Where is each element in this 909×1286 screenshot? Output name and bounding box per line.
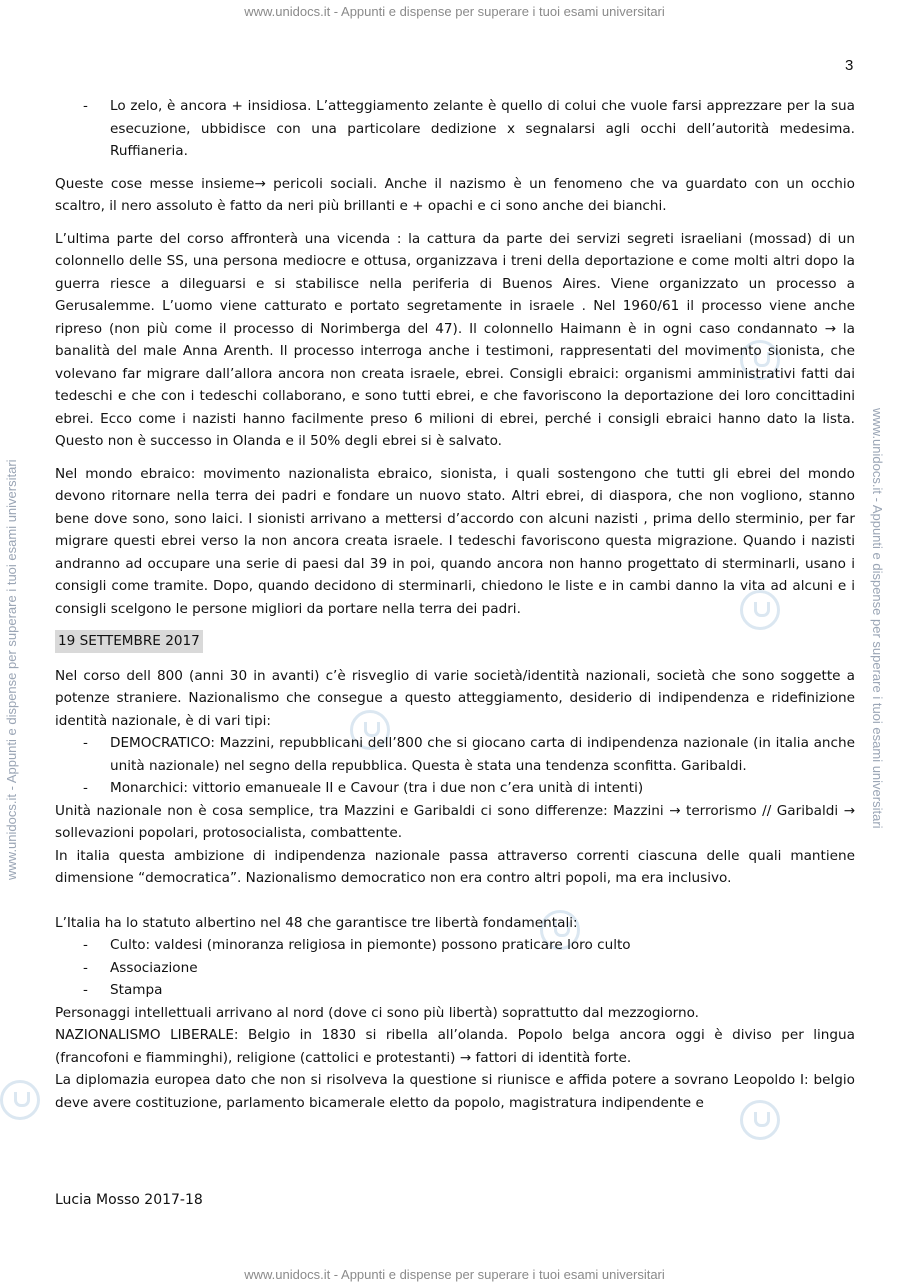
paragraph: Queste cose messe insieme→ pericoli sociali. Anche il nazismo è un fenomeno che va guardato con un occhio scaltro, il nero assoluto è fatto da neri più brillanti e + opachi e ci sono anche dei bianchi. (55, 175, 855, 214)
date-heading: 19 SETTEMBRE 2017 (55, 630, 203, 653)
paragraph: Nel corso dell 800 (anni 30 in avanti) c’è risveglio di varie società/identità nazionali, società che sono soggette a potenze straniere. Nazionalismo che consegue a questo atteggiamento, desiderio di indipendenza e ridefinizione identità nazionale, è di vari tipi: (55, 667, 855, 729)
list-item: - Monarchici: vittorio emanueale II e Cavour (tra i due non c’era unità di intenti) (110, 777, 855, 800)
bullet-list-nazionalismo (55, 732, 855, 800)
page-number: 3 (845, 57, 854, 74)
watermark-top: www.unidocs.it - Appunti e dispense per superare i tuoi esami universitari (244, 4, 665, 19)
watermark-bottom: www.unidocs.it - Appunti e dispense per superare i tuoi esami universitari (244, 1267, 665, 1282)
bullet-list-zelo (55, 95, 855, 163)
paragraph: NAZIONALISMO LIBERALE: Belgio in 1830 si ribella all’olanda. Popolo belga ancora oggi è diviso per lingua (francofoni e fiamminghi), religione (cattolici e protestanti) → fattori di identità forte. (55, 1027, 855, 1066)
bullet-list-liberta (55, 934, 855, 1002)
paragraph: L’Italia ha lo statuto albertino nel 48 che garantisce tre libertà fondamentali: (55, 914, 578, 931)
list-item: - Culto: valdesi (minoranza religiosa in piemonte) possono praticare loro culto (110, 934, 855, 957)
watermark-left: www.unidocs.it - Appunti e dispense per superare i tuoi esami universitari (4, 459, 19, 880)
list-item: - Associazione (110, 957, 855, 980)
watermark-right: www.unidocs.it - Appunti e dispense per superare i tuoi esami universitari (870, 408, 885, 829)
paragraph: Nel mondo ebraico: movimento nazionalista ebraico, sionista, i quali sostengono che tutti gli ebrei del mondo devono ritornare nella terra dei padri e fondare un nuovo stato. Altri ebrei, di diaspora, che non vogliono, stanno bene dove sono, sono laici. I sionisti arrivano a mettersi d’accordo con alcuni nazisti , prima dello sterminio, per far migrare questi ebrei verso la non ancora creata israele. I tedeschi favoriscono questa migrazione. Quando i nazisti andranno ad occupare una serie di paesi dal 39 in poi, quando ancora non hanno progettato di sterminarli, usano i consigli come tramite. Dopo, quando decidono di sterminarli, chiedono le liste e in cambi danno la vita ad alcuni e i consigli scelgono le persone migliori da portare nella terra dei padri. (55, 465, 855, 617)
footer-author: Lucia Mosso 2017-18 (55, 1192, 203, 1208)
list-item: - Lo zelo, è ancora + insidiosa. L’atteggiamento zelante è quello di colui che vuole farsi apprezzare per la sua esecuzione, ubbidisce con una particolare dedizione x segnalarsi agli occhi dell’autorità medesima. Ruffianeria. (110, 95, 855, 163)
paragraph: In italia questa ambizione di indipendenza nazionale passa attraverso correnti ciascuna delle quali mantiene dimensione “democratica”. Nazionalismo democratico non era contro altri popoli, ma era inclusivo. (55, 847, 855, 886)
list-item: - DEMOCRATICO: Mazzini, repubblicani dell’800 che si giocano carta di indipendenza nazionale (in italia anche unità nazionale) nel segno della repubblica. Questa è stata una tendenza sconfitta. Garibaldi. (110, 732, 855, 777)
document-body (55, 95, 855, 1114)
paragraph: La diplomazia europea dato che non si risolveva la questione si riunisce e affida potere a sovrano Leopoldo I: belgio deve avere costituzione, parlamento bicamerale eletto da popolo, magistratura indipendente e (55, 1072, 855, 1111)
list-item: - Stampa (110, 979, 855, 1002)
watermark-logo-icon (0, 1080, 40, 1120)
paragraph: L’ultima parte del corso affronterà una vicenda : la cattura da parte dei servizi segreti israeliani (mossad) di un colonnello delle SS, una persona mediocre e ottusa, organizzava i treni della deportazione e come molti altri dopo la guerra riesce a dileguarsi e si stabilisce nella periferia di Buenos Aires. Viene organizzato un processo a Gerusalemme. L’uomo viene catturato e portato segretamente in israele . Nel 1960/61 il processo viene anche ripreso (non più come il processo di Norimberga del 47). Il colonnello Haimann è in ogni caso condannato → la banalità del male Anna Arenth. Il processo interroga anche i testimoni, rappresentati del movimento sionista, che volevano far migrare dall’allora ancora non creata israele, ebrei. Consigli ebraici: organismi amministrativi fatti dai tedeschi e che con i tedeschi collaborano, e sono tutti ebrei, e che favoriscono la deportazione dei loro concittadini ebrei. Ecco come i nazisti hanno facilmente preso 6 milioni di ebrei, perché i consigli ebraici hanno dato la lista. Questo non è successo in Olanda e il 50% degli ebrei si è salvato. (55, 230, 855, 449)
paragraph: Unità nazionale non è cosa semplice, tra Mazzini e Garibaldi ci sono differenze: Mazzini → terrorismo // Garibaldi → sollevazioni popolari, protosocialista, combattente. (55, 802, 855, 841)
paragraph: Personaggi intellettuali arrivano al nord (dove ci sono più libertà) soprattutto dal mezzogiorno. (55, 1004, 700, 1021)
